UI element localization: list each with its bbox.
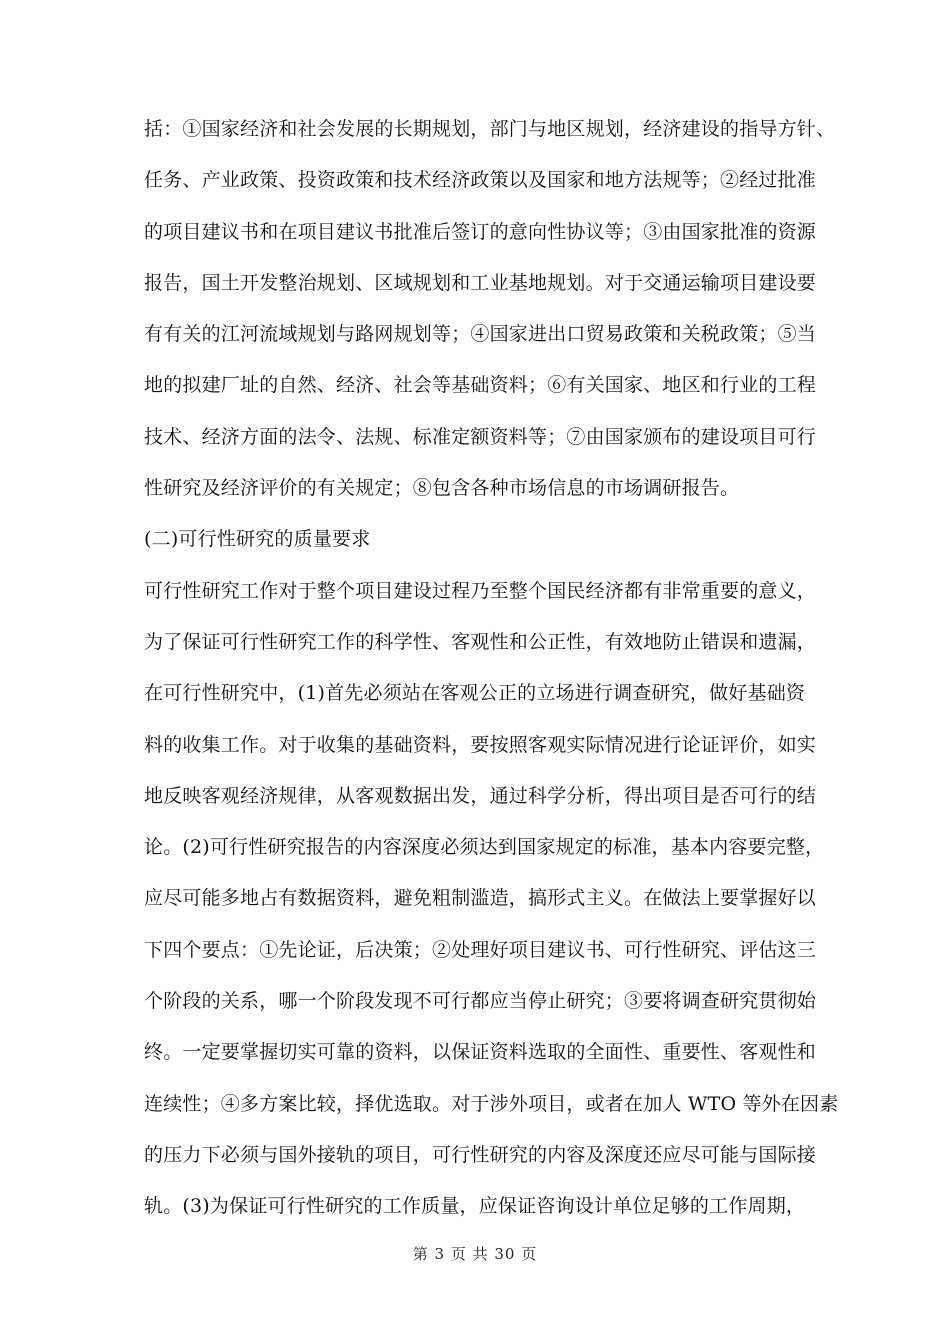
text-line: 的压力下必须与国外接轨的项目，可行性研究的内容及深度还应尽可能与国际接 bbox=[144, 1143, 817, 1166]
text-line: 终。一定要掌握切实可靠的资料，以保证资料选取的全面性、重要性、客观性和 bbox=[144, 1041, 817, 1064]
text-line: 有有关的江河流域规划与路网规划等；④国家进出口贸易政策和关税政策；⑤当 bbox=[144, 323, 817, 346]
text-line: 个阶段的关系，哪一个阶段发现不可行都应当停止研究；③要将调查研究贯彻始 bbox=[144, 990, 817, 1013]
text-line: 性研究及经济评价的有关规定；⑧包含各种市场信息的市场调研报告。 bbox=[144, 477, 740, 500]
text-line: 轨。(3)为保证可行性研究的工作质量，应保证咨询设计单位足够的工作周期， bbox=[144, 1195, 806, 1218]
body-text bbox=[144, 104, 839, 1233]
text-line: 连续性；④多方案比较，择优选取。对于涉外项目，或者在加人 WTO 等外在因素 bbox=[144, 1092, 839, 1115]
text-line: 可行性研究工作对于整个项目建设过程乃至整个国民经济都有非常重要的意义， bbox=[144, 579, 817, 602]
text-line: 地的拟建厂址的自然、经济、社会等基础资料；⑥有关国家、地区和行业的工程 bbox=[144, 374, 817, 397]
text-line: 应尽可能多地占有数据资料，避免粗制滥造，搞形式主义。在做法上要掌握好以 bbox=[144, 887, 817, 910]
page-number-footer: 第 3 页 共 30 页 bbox=[412, 1245, 538, 1263]
text-line: 的项目建议书和在项目建议书批准后签订的意向性协议等；③由国家批准的资源 bbox=[144, 220, 817, 243]
text-line: 论。(2)可行性研究报告的内容深度必须达到国家规定的标准，基本内容要完整， bbox=[144, 836, 825, 859]
text-line: 括：①国家经济和社会发展的长期规划，部门与地区规划，经济建设的指导方针、 bbox=[144, 118, 836, 140]
text-line: 报告，国土开发整治规划、区域规划和工业基地规划。对于交通运输项目建设要 bbox=[144, 271, 817, 294]
text-line: 地反映客观经济规律，从客观数据出发，通过科学分析，得出项目是否可行的结 bbox=[144, 784, 817, 807]
text-line: 在可行性研究中，(1)首先必须站在客观公正的立场进行调查研究，做好基础资 bbox=[144, 682, 806, 705]
text-line: 为了保证可行性研究工作的科学性、客观性和公正性，有效地防止错误和遗漏， bbox=[144, 630, 817, 653]
text-line: 料的收集工作。对于收集的基础资料，要按照客观实际情况进行论证评价，如实 bbox=[144, 733, 817, 756]
text-line: 任务、产业政策、投资政策和技术经济政策以及国家和地方法规等；②经过批准 bbox=[144, 169, 817, 192]
text-line: 下四个要点：①先论证，后决策；②处理好项目建议书、可行性研究、评估这三 bbox=[144, 938, 817, 961]
text-line: 技术、经济方面的法令、法规、标准定额资料等；⑦由国家颁布的建设项目可行 bbox=[144, 425, 817, 448]
section-heading: (二)可行性研究的质量要求 bbox=[144, 528, 371, 551]
